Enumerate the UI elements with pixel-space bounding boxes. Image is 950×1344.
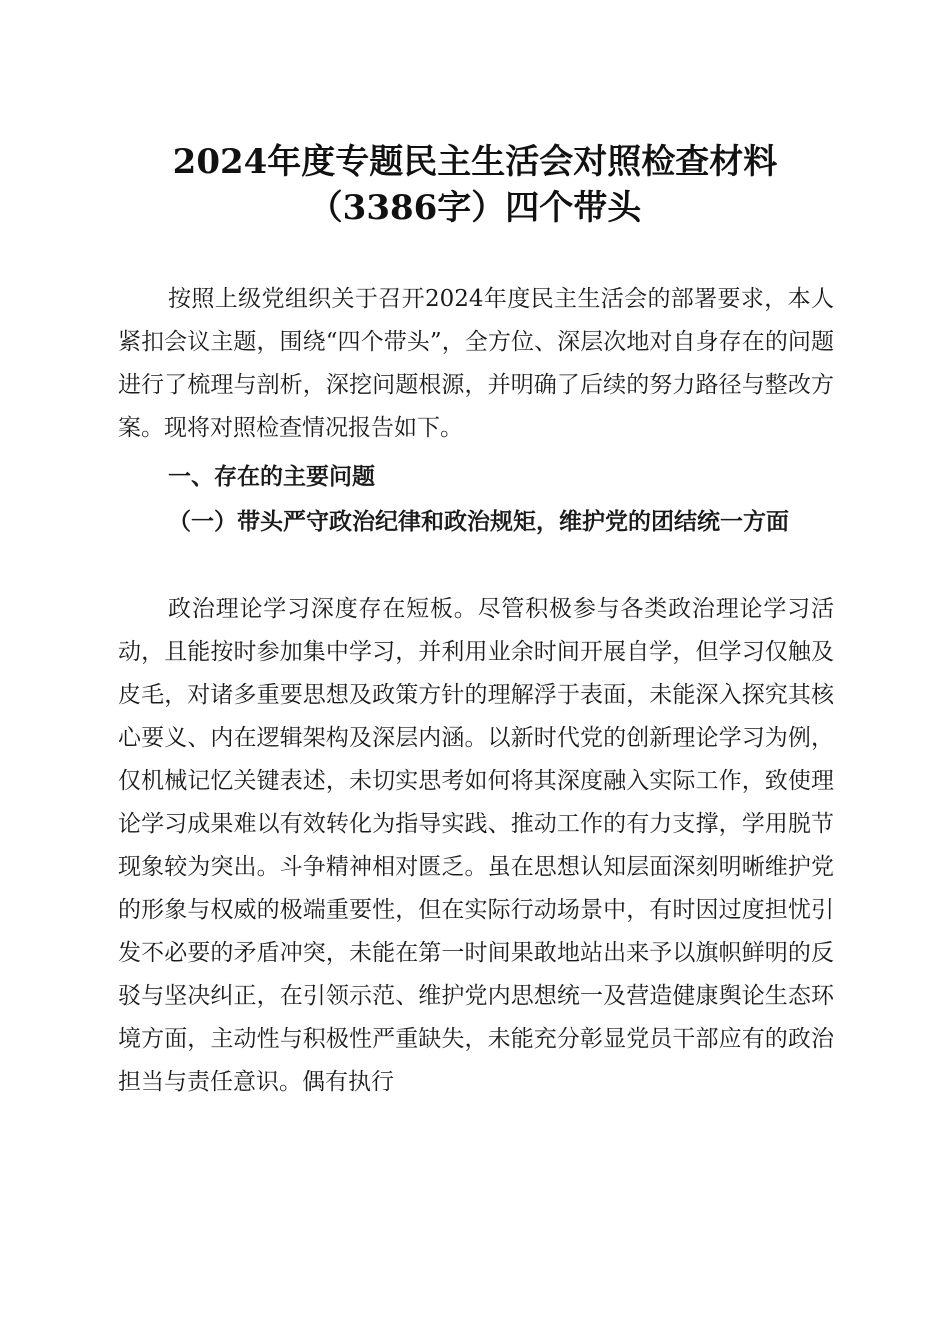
subsection-heading: （一）带头严守政治纪律和政治规矩，维护党的团结统一方面 bbox=[168, 508, 789, 535]
body-paragraph: 政治理论学习深度存在短板。尽管积极参与各类政治理论学习活动，且能按时参加集中学习，并利用业余时间开展自学，但学习仅触及皮毛，对诸多重要思想及政策方针的理解浮于表面，未能深入探究其核心要义、内在逻辑架构及深层内涵。以新时代党的创新理论学习为例，仅机械记忆关键表述，未切实思考如何将其深度融入实际工作，致使理论学习成果难以有效转化为指导实践、推动工作的有力支撑，学用脱节现象较为突出。斗争精神相对匮乏。虽在思想认知层面深刻明晰维护党的形象与权威的极端重要性，但在实际行动场景中，有时因过度担忧引发不必要的矛盾冲突，未能在第一时间果敢地站出来予以旗帜鲜明的反驳与坚决纠正，在引领示范、维护党内思想统一及营造健康舆论生态环境方面，主动性与积极性严重缺失，未能充分彰显党员干部应有的政治担当与责任意识。偶有执行 bbox=[118, 596, 834, 1095]
document-title-line-2: （3386字）四个带头 bbox=[308, 188, 642, 228]
document-title-line-1: 2024年度专题民主生活会对照检查材料 bbox=[172, 142, 778, 182]
intro-paragraph: 按照上级党组织关于召开2024年度民主生活会的部署要求，本人紧扣会议主题，围绕“四个带头”，全方位、深层次地对自身存在的问题进行了梳理与剖析，深挖问题根源，并明确了后续的努力路径与整改方案。现将对照检查情况报告如下。 bbox=[118, 286, 834, 441]
section-heading: 一、存在的主要问题 bbox=[168, 464, 375, 490]
